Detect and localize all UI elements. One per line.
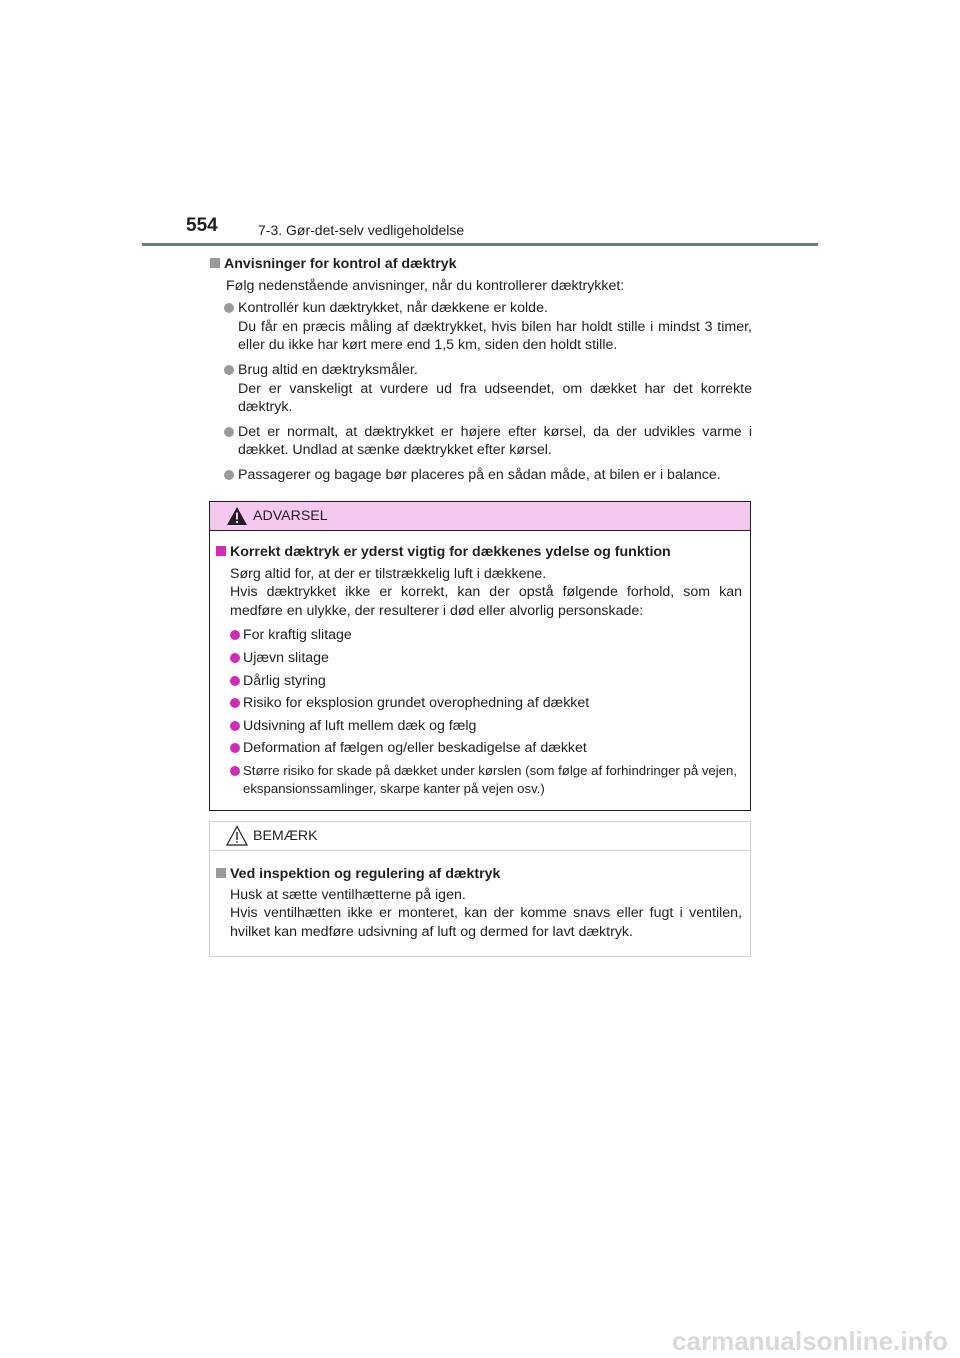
- list-item: [216, 649, 742, 668]
- main-content: [210, 255, 752, 491]
- bullet-dot-icon: [230, 630, 240, 640]
- bullet-dot-icon: [224, 365, 234, 375]
- warning-header: [210, 502, 750, 531]
- svg-text:carmanualsonline.info: carmanualsonline.info: [672, 1328, 948, 1356]
- notice-body: [210, 851, 750, 941]
- notice-heading-text: Ved inspektion og regulering af dæktryk: [230, 866, 501, 882]
- warning-triangle-icon: [226, 506, 248, 526]
- bullet-dot-icon: [224, 427, 234, 437]
- list-item: [216, 694, 742, 713]
- page-number: 554: [186, 215, 218, 236]
- bullet-dot-icon: [230, 766, 240, 776]
- square-bullet-icon: [216, 546, 226, 556]
- warning-bullet-text: Udsivning af luft mellem dæk og fælg: [243, 717, 477, 734]
- warning-intro-line-1: Sørg altid for, at der er tilstrækkelig luft i dækkene.: [230, 565, 547, 582]
- bullet-line-1: Kontrollér kun dæktrykket, når dækkene er kolde.: [238, 300, 548, 317]
- list-item: [216, 626, 742, 645]
- warning-box: [209, 501, 751, 811]
- list-item: [216, 717, 742, 736]
- notice-header: [210, 822, 750, 851]
- list-item: [210, 299, 752, 355]
- list-item: [210, 361, 752, 417]
- bullet-dot-icon: [224, 470, 234, 480]
- bullet-dot-icon: [230, 698, 240, 708]
- bullet-dot-icon: [230, 653, 240, 663]
- main-intro: Følg nedenstående anvisninger, når du kontrollerer dæktrykket:: [226, 277, 625, 294]
- bullet-dot-icon: [230, 721, 240, 731]
- warning-bullet-text: Større risiko for skade på dækket under kørslen (som følge af forhindringer på vejen, ekspansionssamlinger, skarpe kanter på vejen osv.): [243, 762, 738, 796]
- square-bullet-icon: [216, 868, 226, 878]
- warning-bullet-list: [216, 626, 742, 798]
- list-item: [216, 672, 742, 691]
- list-item: [210, 423, 752, 460]
- bullet-line-1: Passagerer og bagage bør placeres på en sådan måde, at bilen er i balance.: [238, 466, 721, 483]
- warning-title: ADVARSEL: [253, 508, 328, 524]
- notice-triangle-icon: [226, 825, 248, 847]
- main-heading-text: Anvisninger for kontrol af dæktryk: [224, 256, 457, 272]
- main-heading: [210, 255, 752, 274]
- warning-body: [210, 531, 750, 798]
- warning-heading-text: Korrekt dæktryk er yderst vigtig for dækkenes ydelse og funktion: [230, 544, 671, 560]
- warning-heading: [216, 543, 742, 562]
- list-item: [216, 739, 742, 758]
- warning-bullet-text: Dårlig styring: [243, 672, 326, 689]
- bullet-line-2: Der er vanskeligt at vurdere ud fra udseendet, om dækket har det korrekte dæktryk.: [238, 380, 752, 416]
- section-title: 7-3. Gør-det-selv vedligeholdelse: [258, 222, 465, 238]
- square-bullet-icon: [210, 258, 220, 268]
- bullet-dot-icon: [230, 743, 240, 753]
- warning-intro: [216, 565, 742, 621]
- notice-title: BEMÆRK: [253, 828, 318, 844]
- watermark-logo: [0, 1328, 960, 1358]
- main-bullet-list: [210, 299, 752, 484]
- notice-box: [209, 821, 751, 957]
- page-header: [0, 0, 960, 250]
- notice-intro-line-2: Hvis ventilhætten ikke er monteret, kan der komme snavs eller fugt i ventilen, hvilket kan medføre udsivning af luft og dermed for lavt dæktryk.: [230, 905, 742, 940]
- bullet-dot-icon: [230, 676, 240, 686]
- warning-intro-line-2: Hvis dæktrykket ikke er korrekt, kan der opstå følgende forhold, som kan medføre en ulykke, der resulterer i død eller alvorlig personskade:: [230, 584, 742, 619]
- bullet-dot-icon: [224, 303, 234, 313]
- warning-bullet-text: For kraftig slitage: [243, 627, 352, 644]
- bullet-line-2: Du får en præcis måling af dæktrykket, hvis bilen har holdt stille i mindst 3 timer, eller du ikke har kørt mere end 1,5 km, siden den holdt stille.: [238, 318, 752, 354]
- bullet-line-1: Det er normalt, at dæktrykket er højere efter kørsel, da der udvikles varme i dækket. Undlad at sænke dæktrykket efter kørsel.: [238, 423, 752, 459]
- bullet-line-1: Brug altid en dæktryksmåler.: [238, 361, 418, 378]
- notice-heading: [216, 865, 742, 884]
- warning-bullet-text: Risiko for eksplosion grundet overophedning af dækket: [243, 695, 590, 712]
- list-item: [216, 762, 742, 798]
- notice-intro: [216, 886, 742, 942]
- list-item: [210, 466, 752, 485]
- warning-bullet-text: Ujævn slitage: [243, 649, 329, 666]
- header-rule: [142, 243, 818, 246]
- notice-intro-line-1: Husk at sætte ventilhætterne på igen.: [230, 886, 466, 903]
- warning-bullet-text: Deformation af fælgen og/eller beskadigelse af dækket: [243, 740, 587, 757]
